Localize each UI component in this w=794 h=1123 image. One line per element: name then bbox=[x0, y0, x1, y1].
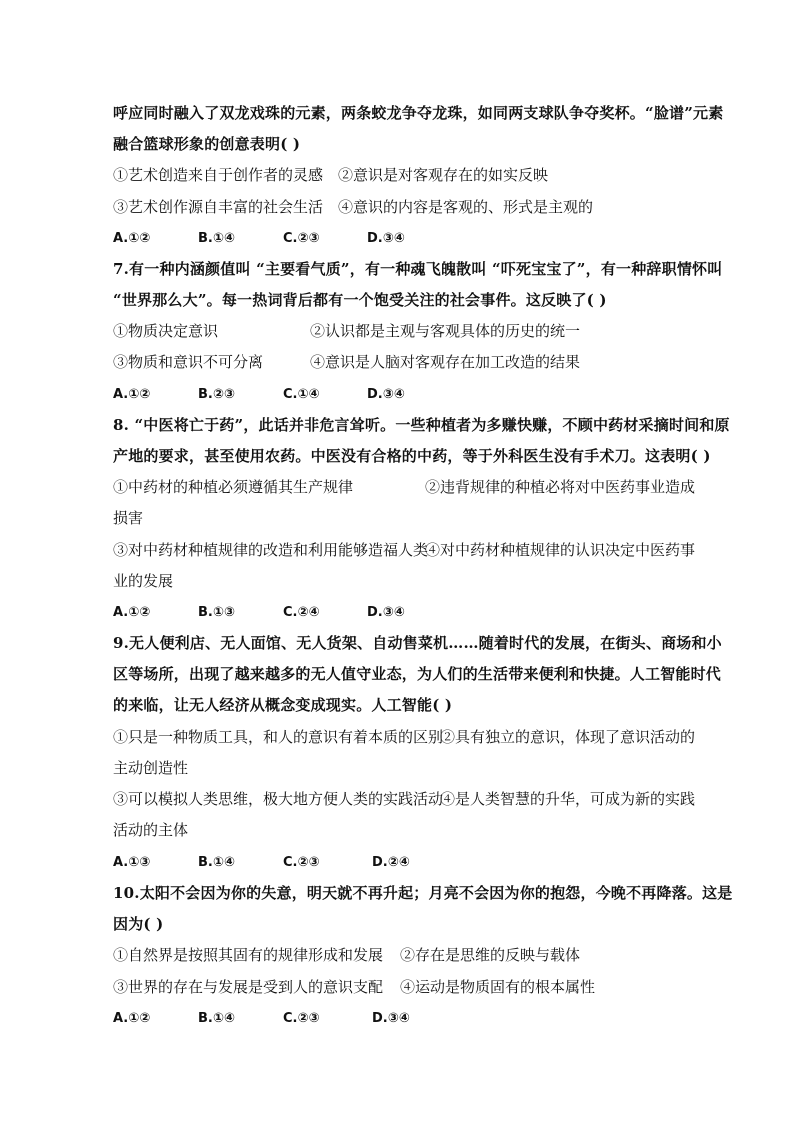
q7-stem-line-1: 7.有一种内涵颜值叫 “主要看气质”，有一种魂飞魄散叫 “吓死宝宝了”，有一种辞职情怀叫 bbox=[113, 260, 723, 278]
q6-answer-d: D.③④ bbox=[367, 231, 405, 246]
q7-answer-b: B.②③ bbox=[198, 387, 235, 402]
q10-answer-b: B.①④ bbox=[198, 1011, 235, 1026]
q9-option-4-continued: 活动的主体 bbox=[113, 821, 189, 839]
q8-option-1: ①中药材的种植必须遵循其生产规律 bbox=[113, 478, 354, 496]
q10-stem-line-1: 10.太阳不会因为你的失意，明天就不再升起；月亮不会因为你的抱怨，今晚不再降落。这是 bbox=[113, 884, 733, 902]
q7-option-1: ①物质决定意识 bbox=[113, 322, 219, 340]
q9-option-2-continued: 主动创造性 bbox=[113, 759, 189, 777]
q8-option-4: ④对中药材种植规律的认识决定中医药事 bbox=[425, 541, 696, 559]
q8-answer-b: B.①③ bbox=[198, 605, 235, 620]
q9-option-4: ④是人类智慧的升华，可成为新的实践 bbox=[440, 790, 696, 808]
q6-option-1: ①艺术创造来自于创作者的灵感 bbox=[113, 166, 324, 184]
q8-option-4-continued: 业的发展 bbox=[113, 572, 174, 590]
q10-option-4: ④运动是物质固有的根本属性 bbox=[400, 978, 596, 996]
q6-stem-line-1: 呼应同时融入了双龙戏珠的元素，两条蛟龙争夺龙珠，如同两支球队争夺奖杯。“脸谱”元素 bbox=[113, 104, 724, 122]
q7-answer-a: A.①② bbox=[113, 387, 151, 402]
q9-answer-d: D.②④ bbox=[372, 855, 410, 870]
q6-answer-c: C.②③ bbox=[283, 231, 320, 246]
q9-stem-line-2: 区等场所，出现了越来越多的无人值守业态，为人们的生活带来便利和快捷。人工智能时代 bbox=[113, 665, 722, 683]
q10-stem-line-2: 因为( ) bbox=[113, 915, 164, 933]
q8-option-2: ②违背规律的种植必将对中医药事业造成 bbox=[425, 478, 696, 496]
q8-answer-c: C.②④ bbox=[283, 605, 320, 620]
q6-stem-line-2: 融合篮球形象的创意表明( ) bbox=[113, 135, 301, 153]
q9-answer-c: C.②③ bbox=[283, 855, 320, 870]
q6-option-4: ④意识的内容是客观的、形式是主观的 bbox=[338, 198, 594, 216]
q6-answer-b: B.①④ bbox=[198, 231, 235, 246]
q6-option-2: ②意识是对客观存在的如实反映 bbox=[338, 166, 549, 184]
q7-option-4: ④意识是人脑对客观存在加工改造的结果 bbox=[310, 353, 581, 371]
q10-option-2: ②存在是思维的反映与载体 bbox=[400, 946, 581, 964]
q10-answer-c: C.②③ bbox=[283, 1011, 320, 1026]
q10-option-1: ①自然界是按照其固有的规律形成和发展 bbox=[113, 946, 384, 964]
q7-stem-line-2: “世界那么大”。每一热词背后都有一个饱受关注的社会事件。这反映了( ) bbox=[113, 291, 607, 309]
q8-stem-line-2: 产地的要求，甚至使用农药。中医没有合格的中药，等于外科医生没有手术刀。这表明( ) bbox=[113, 447, 711, 465]
q7-option-2: ②认识都是主观与客观具体的历史的统一 bbox=[310, 322, 581, 340]
q10-answer-a: A.①② bbox=[113, 1011, 151, 1026]
q10-option-3: ③世界的存在与发展是受到人的意识支配 bbox=[113, 978, 384, 996]
q9-answer-a: A.①③ bbox=[113, 855, 151, 870]
q6-answer-a: A.①② bbox=[113, 231, 151, 246]
q9-answer-b: B.①④ bbox=[198, 855, 235, 870]
q8-answer-a: A.①② bbox=[113, 605, 151, 620]
q7-answer-c: C.①④ bbox=[283, 387, 320, 402]
q9-stem-line-1: 9.无人便利店、无人面馆、无人货架、自动售菜机……随着时代的发展，在街头、商场和小 bbox=[113, 634, 722, 652]
q9-option-1: ①只是一种物质工具，和人的意识有着本质的区别 bbox=[113, 728, 444, 746]
q8-option-2-continued: 损害 bbox=[113, 509, 144, 527]
q7-answer-d: D.③④ bbox=[367, 387, 405, 402]
q9-option-2: ②具有独立的意识，体现了意识活动的 bbox=[440, 728, 696, 746]
q8-stem-line-1: 8. “中医将亡于药”，此话并非危言耸听。一些种植者为多赚快赚，不顾中药材采摘时间和原 bbox=[113, 416, 730, 434]
q8-answer-d: D.③④ bbox=[367, 605, 405, 620]
q8-option-3: ③对中药材种植规律的改造和利用能够造福人类 bbox=[113, 541, 429, 559]
q10-answer-d: D.③④ bbox=[372, 1011, 410, 1026]
q9-stem-line-3: 的来临，让无人经济从概念变成现实。人工智能( ) bbox=[113, 696, 453, 714]
q6-option-3: ③艺术创作源自丰富的社会生活 bbox=[113, 198, 324, 216]
q7-option-3: ③物质和意识不可分离 bbox=[113, 353, 264, 371]
q9-option-3: ③可以模拟人类思维，极大地方便人类的实践活动 bbox=[113, 790, 444, 808]
